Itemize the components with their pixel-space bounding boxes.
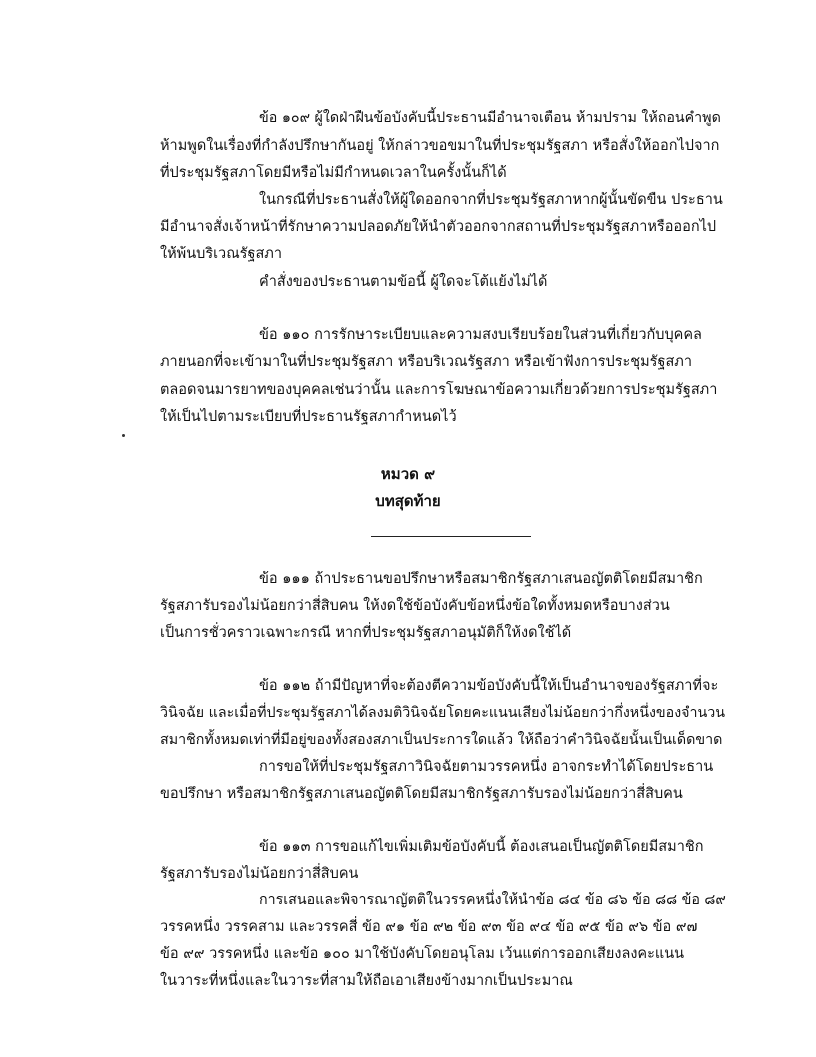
section-111-line-1: ข้อ ๑๑๑ ถ้าประธานขอปรึกษาหรือสมาชิกรัฐสภาเสนอญัตติโดยมีสมาชิก [259, 571, 703, 587]
section-109-line-6: ให้พ้นบริเวณรัฐสภา [160, 246, 282, 262]
section-110-line-3: ตลอดจนมารยาทของบุคคลเช่นว่านั้น และการโฆษณาข้อความเกี่ยวด้วยการประชุมรัฐสภา [160, 382, 718, 398]
chapter-divider [371, 536, 531, 537]
section-113-line-4: วรรคหนึ่ง วรรคสาม และวรรคสี่ ข้อ ๙๑ ข้อ ๙๒ ข้อ ๙๓ ข้อ ๙๔ ข้อ ๙๕ ข้อ ๙๖ ข้อ ๙๗ [160, 919, 698, 935]
section-112-line-5: ขอปรึกษา หรือสมาชิกรัฐสภาเสนอญัตติโดยมีสมาชิกรัฐสภารับรองไม่น้อยกว่าสี่สิบคน [160, 786, 683, 802]
section-109-line-7: คำสั่งของประธานตามข้อนี้ ผู้ใดจะโต้แย้งไม่ได้ [259, 274, 548, 290]
section-113-line-6: ในวาระที่หนึ่งและในวาระที่สามให้ถือเอาเสียงข้างมากเป็นประมาณ [160, 973, 573, 989]
section-110-line-1: ข้อ ๑๑๐ การรักษาระเบียบและความสงบเรียบร้อยในส่วนที่เกี่ยวกับบุคคล [259, 327, 702, 343]
section-113-line-1: ข้อ ๑๑๓ การขอแก้ไขเพิ่มเติมข้อบังคับนี้ ต้องเสนอเป็นญัตติโดยมีสมาชิก [259, 839, 704, 855]
section-109-line-3: ที่ประชุมรัฐสภาโดยมีหรือไม่มีกำหนดเวลาในครั้งนั้นก็ได้ [160, 165, 507, 181]
section-109-line-2: ห้ามพูดในเรื่องที่กำลังปรึกษากันอยู่ ให้กล่าวขอขมาในที่ประชุมรัฐสภา หรือสั่งให้ออกไปจาก [160, 138, 720, 154]
section-109-line-1: ข้อ ๑๐๙ ผู้ใดฝ่าฝืนข้อบังคับนี้ประธานมีอำนาจเตือน ห้ามปราม ให้ถอนคำพูด [259, 110, 721, 126]
section-112-line-4: การขอให้ที่ประชุมรัฐสภาวินิจฉัยตามวรรคหนึ่ง อาจกระทำได้โดยประธาน [259, 759, 714, 775]
section-112-line-2: วินิจฉัย และเมื่อที่ประชุมรัฐสภาได้ลงมติวินิจฉัยโดยคะแนนเสียงไม่น้อยกว่ากึ่งหนึ่งของจำนวน [160, 705, 725, 721]
scan-speck [122, 434, 125, 437]
section-109-line-4: ในกรณีที่ประธานสั่งให้ผู้ใดออกจากที่ประชุมรัฐสภาหากผู้นั้นขัดขืน ประธาน [259, 192, 723, 208]
chapter-number: หมวด ๙ [380, 465, 436, 483]
section-113-line-3: การเสนอและพิจารณาญัตติในวรรคหนึ่งให้นำข้อ ๘๔ ข้อ ๘๖ ข้อ ๘๘ ข้อ ๘๙ [259, 892, 726, 908]
chapter-title: บทสุดท้าย [375, 492, 441, 510]
section-112-line-3: สมาชิกทั้งหมดเท่าที่มีอยู่ของทั้งสองสภาเป็นประการใดแล้ว ให้ถือว่าคำวินิจฉัยนั้นเป็นเด็ดขาด [160, 732, 723, 748]
section-110-line-2: ภายนอกที่จะเข้ามาในที่ประชุมรัฐสภา หรือบริเวณรัฐสภา หรือเข้าฟังการประชุมรัฐสภา [160, 354, 693, 370]
section-113-line-2: รัฐสภารับรองไม่น้อยกว่าสี่สิบคน [160, 866, 359, 882]
section-113-line-5: ข้อ ๙๙ วรรคหนึ่ง และข้อ ๑๐๐ มาใช้บังคับโดยอนุโลม เว้นแต่การออกเสียงลงคะแนน [160, 946, 685, 962]
section-112-line-1: ข้อ ๑๑๒ ถ้ามีปัญหาที่จะต้องตีความข้อบังคับนี้ให้เป็นอำนาจของรัฐสภาที่จะ [259, 678, 719, 694]
section-109-line-5: มีอำนาจสั่งเจ้าหน้าที่รักษาความปลอดภัยให้นำตัวออกจากสถานที่ประชุมรัฐสภาหรือออกไป [160, 219, 717, 235]
section-110-line-4: ให้เป็นไปตามระเบียบที่ประธานรัฐสภากำหนดไว้ [160, 409, 457, 425]
section-111-line-3: เป็นการชั่วคราวเฉพาะกรณี หากที่ประชุมรัฐสภาอนุมัติก็ให้งดใช้ได้ [160, 625, 572, 641]
section-111-line-2: รัฐสภารับรองไม่น้อยกว่าสี่สิบคน ให้งดใช้ข้อบังคับข้อหนึ่งข้อใดทั้งหมดหรือบางส่วน [160, 598, 670, 614]
